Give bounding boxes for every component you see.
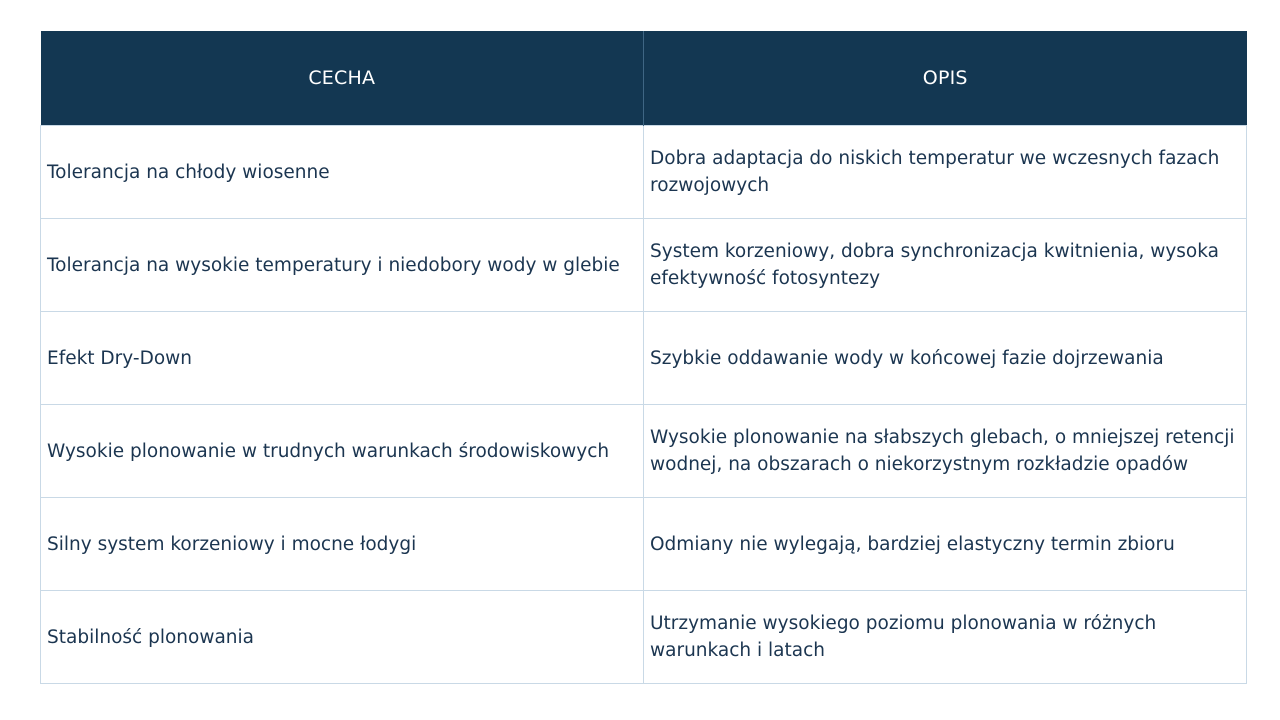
feature-cell: Wysokie plonowanie w trudnych warunkach środowiskowych [41, 405, 644, 498]
description-cell: Szybkie oddawanie wody w końcowej fazie dojrzewania [644, 312, 1247, 405]
table-row [41, 405, 1247, 498]
column-header-description: OPIS [644, 31, 1247, 126]
table-row [41, 591, 1247, 684]
feature-cell: Efekt Dry-Down [41, 312, 644, 405]
table-header [41, 31, 1247, 126]
description-cell: Dobra adaptacja do niskich temperatur we wczesnych fazach rozwojowych [644, 126, 1247, 219]
table-row [41, 126, 1247, 219]
description-cell: Odmiany nie wylegają, bardziej elastyczny termin zbioru [644, 498, 1247, 591]
table-row [41, 498, 1247, 591]
table-row [41, 312, 1247, 405]
header-row [41, 31, 1247, 126]
feature-cell: Silny system korzeniowy i mocne łodygi [41, 498, 644, 591]
feature-table [40, 31, 1247, 684]
column-header-feature: CECHA [41, 31, 644, 126]
feature-table-container [40, 31, 1246, 684]
description-cell: Wysokie plonowanie na słabszych glebach, o mniejszej retencji wodnej, na obszarach o niekorzystnym rozkładzie opadów [644, 405, 1247, 498]
description-cell: System korzeniowy, dobra synchronizacja kwitnienia, wysoka efektywność fotosyntezy [644, 219, 1247, 312]
feature-cell: Stabilność plonowania [41, 591, 644, 684]
description-cell: Utrzymanie wysokiego poziomu plonowania w różnych warunkach i latach [644, 591, 1247, 684]
table-row [41, 219, 1247, 312]
feature-cell: Tolerancja na wysokie temperatury i niedobory wody w glebie [41, 219, 644, 312]
feature-cell: Tolerancja na chłody wiosenne [41, 126, 644, 219]
table-body [41, 126, 1247, 684]
